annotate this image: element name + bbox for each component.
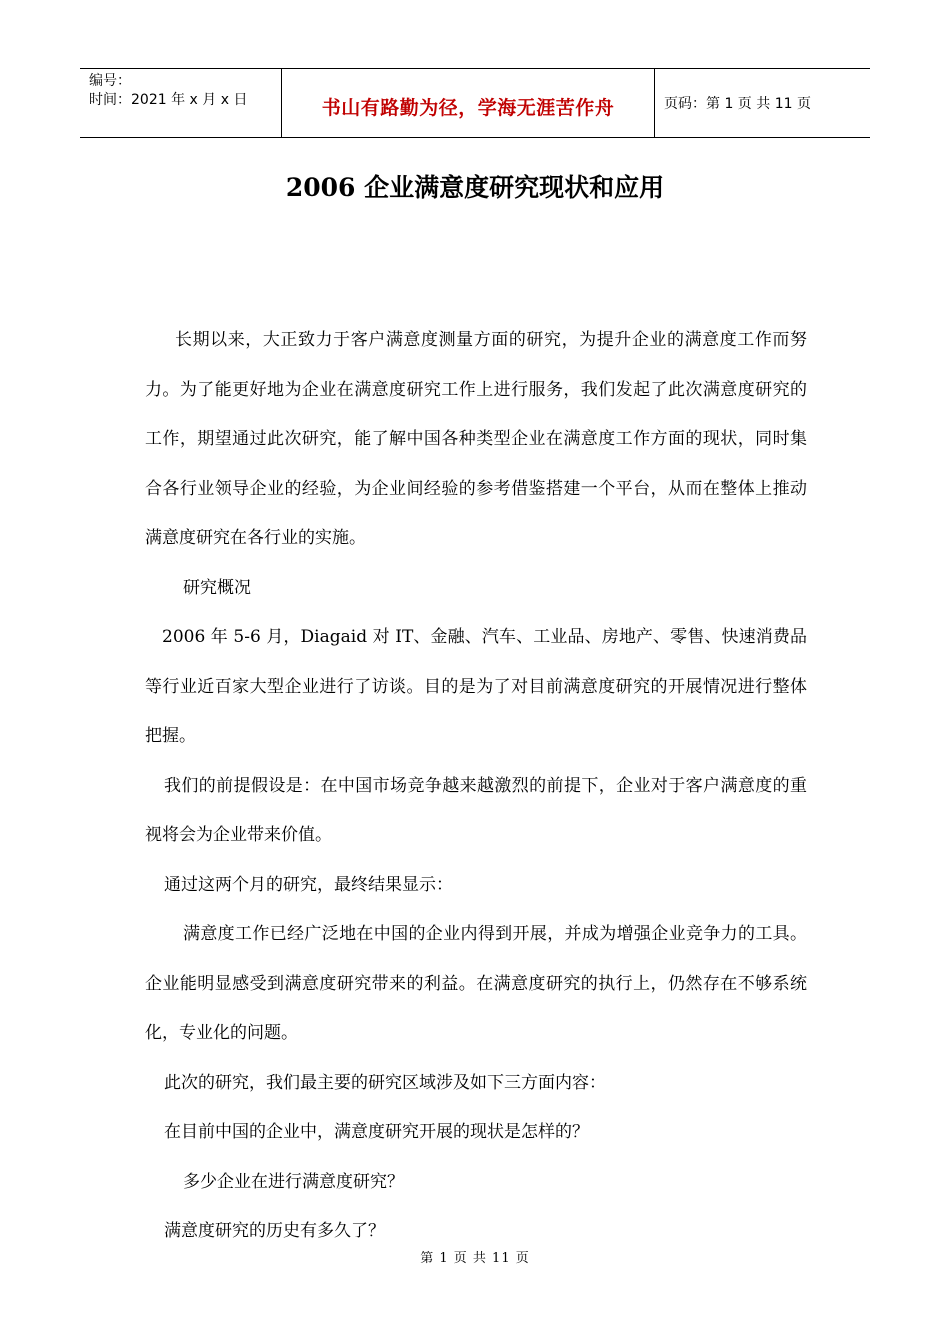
paragraph: 通过这两个月的研究，最终结果显示： <box>164 874 453 895</box>
motto: 书山有路勤为径，学海无涯苦作舟 <box>321 97 615 119</box>
paragraph: 多少企业在进行满意度研究？ <box>183 1171 404 1192</box>
number-label: 编号： <box>89 73 131 89</box>
page-footer: 第 1 页 共 11 页 <box>420 1251 530 1266</box>
paragraph: 满意度研究的历史有多久了？ <box>164 1221 385 1241</box>
paragraph: 长期以来，大正致力于客户满意度测量方面的研究，为提升企业的满意度工作而努力。为了能更好地为企业在满意度研究工作上进行服务，我们发起了此次满意度研究的工作，期望通过此次研究，能了解中国各种类型企业在满意度工作方面的现状，同时集合各行业领导企业的经验，为企业间经验的参考借鉴搭建一个平台，从而在整体上推动满意度研究在各行业的实施。 <box>145 330 807 548</box>
document-title: 2006 企业满意度研究现状和应用 <box>285 173 665 202</box>
paragraph: 2006 年 5-6 月，Diagaid 对 IT、金融、汽车、工业品、房地产、零售、快速消费品等行业近百家大型企业进行了访谈。目的是为了对目前满意度研究的开展情况进行整体把握。 <box>145 627 807 746</box>
document-body <box>145 316 807 1257</box>
page-label: 页码：第 1 页 共 11 页 <box>664 96 811 112</box>
header-table <box>80 68 870 138</box>
paragraph: 在目前中国的企业中，满意度研究开展的现状是怎样的？ <box>164 1122 589 1142</box>
time-label: 时间：2021 年 x 月 x 日 <box>89 92 248 108</box>
header-motto-cell <box>281 69 655 137</box>
paragraph: 满意度工作已经广泛地在中国的企业内得到开展，并成为增强企业竞争力的工具。企业能明显感受到满意度研究带来的利益。在满意度研究的执行上，仍然存在不够系统化，专业化的问题。 <box>145 924 807 1043</box>
paragraph: 我们的前提假设是：在中国市场竞争越来越激烈的前提下，企业对于客户满意度的重视将会为企业带来价值。 <box>145 775 807 845</box>
paragraph: 此次的研究，我们最主要的研究区域涉及如下三方面内容： <box>164 1072 606 1093</box>
header-info-cell <box>80 69 281 137</box>
paragraph: 研究概况 <box>183 577 251 598</box>
header-page-cell <box>654 69 870 137</box>
